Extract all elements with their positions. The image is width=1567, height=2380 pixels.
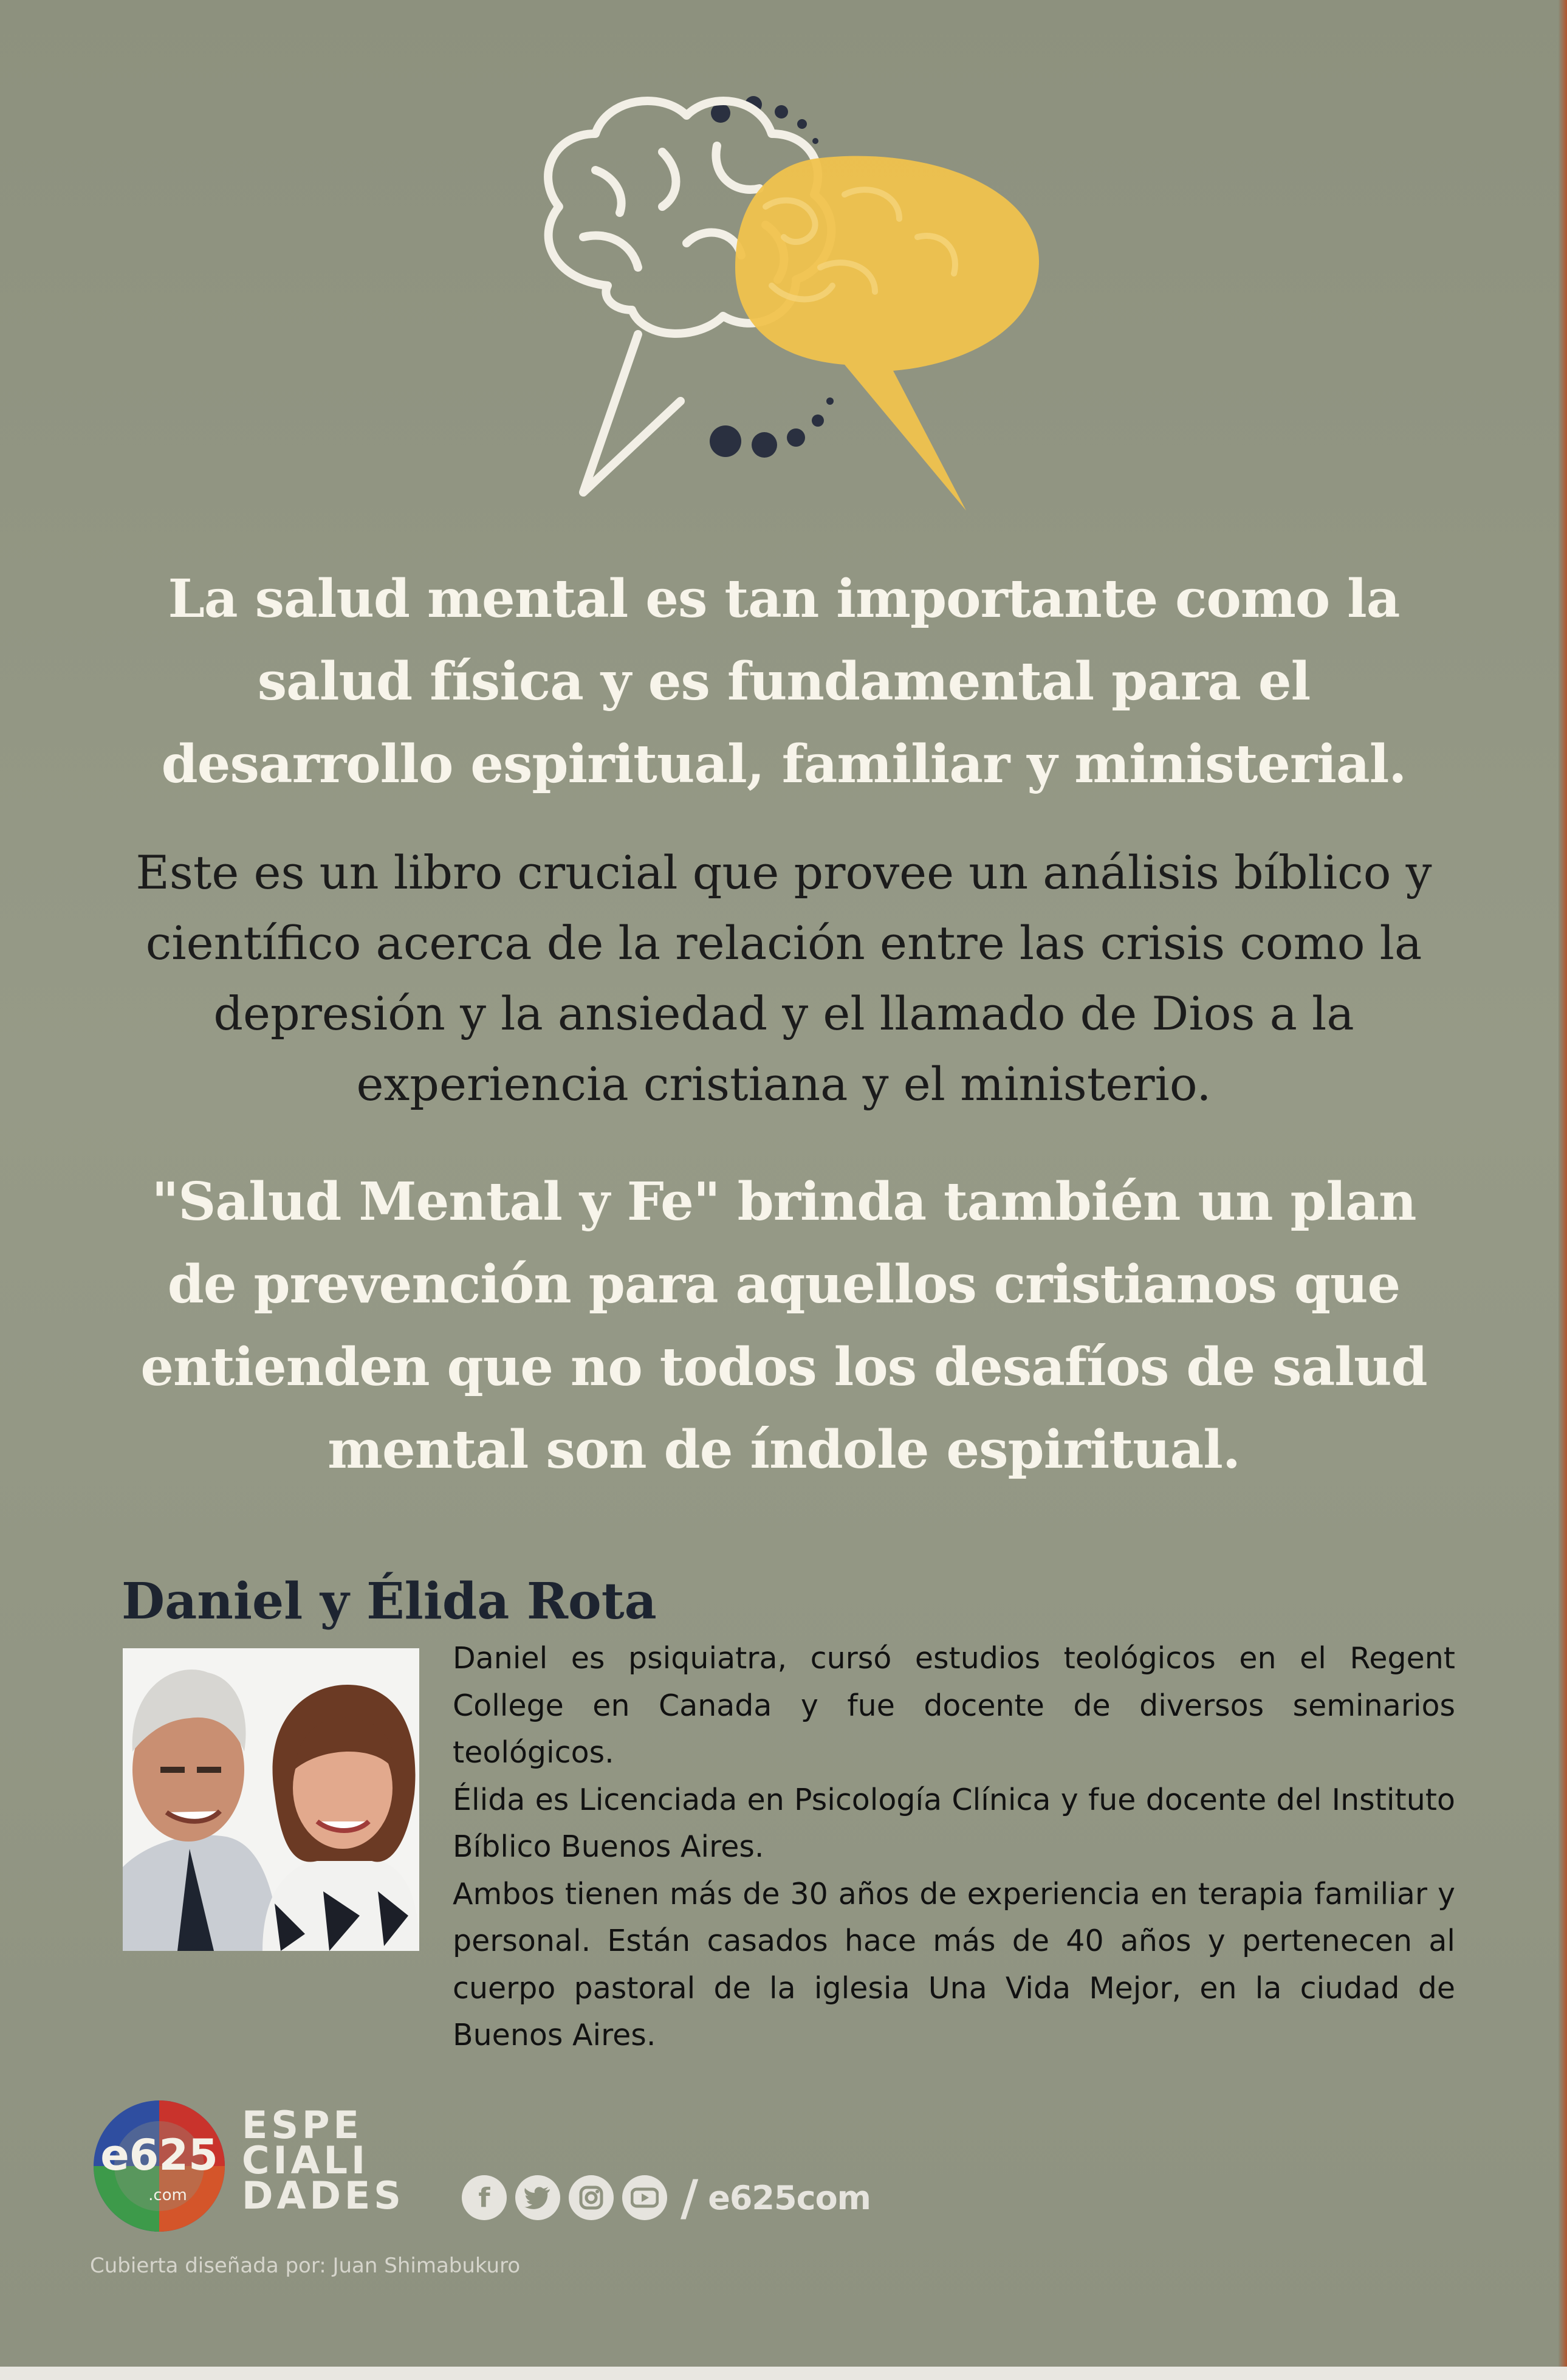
- bio-paragraph-elida: Élida es Licenciada en Psicología Clínica y fue docente del Instituto Bíblico Buenos Aires.: [453, 1782, 1455, 1864]
- especialidades-imprint: [242, 2103, 406, 2218]
- social-links: [462, 2169, 871, 2226]
- youtube-icon: [622, 2175, 667, 2220]
- headline-mental-health: La salud mental es tan importante como la salud física y es fundamental para el desarrollo espiritual, familiar y ministerial.: [161, 568, 1407, 795]
- brain-speech-bubble-icon: [480, 85, 1063, 535]
- e625-logo-text: e625: [100, 2130, 218, 2180]
- author-photo: [123, 1648, 419, 1951]
- facebook-icon: f: [462, 2175, 507, 2220]
- book-description: Este es un libro crucial que provee un análisis bíblico y científico acerca de la relación entre las crisis como la depresión y la ansiedad y el llamado de Dios a la experiencia cristiana y el ministerio.: [135, 845, 1432, 1111]
- headline-prevention-plan: "Salud Mental y Fe" brinda también un plan de prevención para aquellos cristianos que entienden que no todos los desafíos de salud mental son de índole espiritual.: [140, 1171, 1427, 1481]
- author-name: Daniel y Élida Rota: [122, 1572, 657, 1631]
- twitter-icon: [515, 2175, 560, 2220]
- cover-edge: [1558, 0, 1567, 2380]
- e625-logo-suffix: .com: [148, 2186, 187, 2204]
- bio-paragraph-daniel: Daniel es psiquiatra, cursó estudios teológicos en el Regent College en Canada y fue docente de diversos seminarios teológicos.: [453, 1641, 1455, 1770]
- cover-design-credit: Cubierta diseñada por: Juan Shimabukuro: [90, 2254, 521, 2278]
- imprint-line-3: DADES: [242, 2173, 405, 2218]
- imprint-line-1: ESPE: [242, 2103, 363, 2147]
- instagram-icon: [569, 2175, 614, 2220]
- social-handle: e625com: [708, 2178, 871, 2217]
- bio-paragraph-both: Ambos tienen más de 30 años de experiencia en terapia familiar y personal. Están casados hace más de 40 años y pertenecen al cuerpo pastoral de la iglesia Una Vida Mejor, en la ciudad de Buenos Aires.: [453, 1876, 1455, 2052]
- imprint-line-2: CIALI: [242, 2138, 369, 2182]
- cover-bottom-edge: [0, 2367, 1567, 2380]
- e625-logo-icon: [90, 2097, 228, 2235]
- handle-slash: /: [681, 2169, 699, 2226]
- author-bio: [453, 1635, 1455, 2059]
